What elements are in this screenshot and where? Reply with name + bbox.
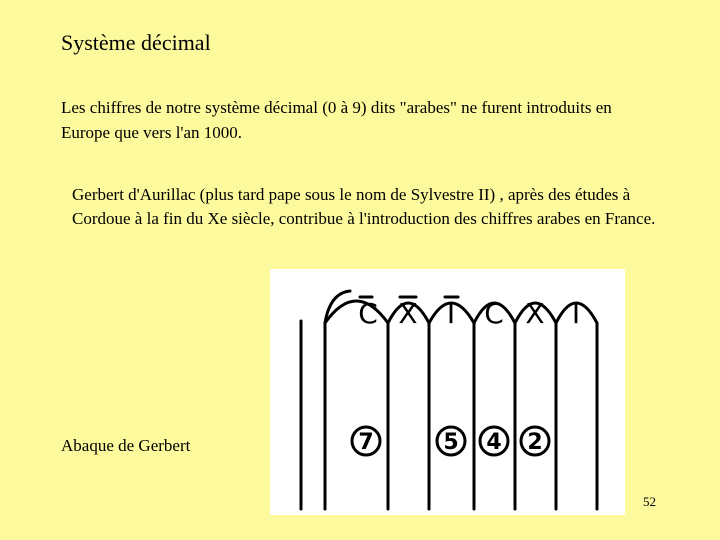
counter-digit: 4 [486,430,502,455]
column-label-tens-thousands: X [398,297,418,330]
abacus-drawing [270,269,625,515]
column-label-tens: X [525,297,545,330]
column-label-units: I [571,297,581,330]
abacus-figure [270,269,625,515]
column-label-hundreds: C [484,297,504,330]
counter-digit: 5 [443,430,459,455]
intro-paragraph: Les chiffres de notre système décimal (0 à 9) dits "arabes" ne furent introduits en Europe que vers l'an 1000. [61,98,612,142]
page-number: 52 [643,494,656,509]
column-label-hundreds-thousands: C [358,297,378,330]
counter-digit: 2 [527,430,543,455]
column-label-thousands: I [446,297,456,330]
slide-title: Système décimal [61,30,211,55]
figure-caption: Abaque de Gerbert [61,436,191,455]
counter-digit: 7 [358,430,374,455]
gerbert-paragraph: Gerbert d'Aurillac (plus tard pape sous le nom de Sylvestre II) , après des études à Cordoue à la fin du Xe siècle, contribue à l'introduction des chiffres arabes en France. [72,185,656,228]
